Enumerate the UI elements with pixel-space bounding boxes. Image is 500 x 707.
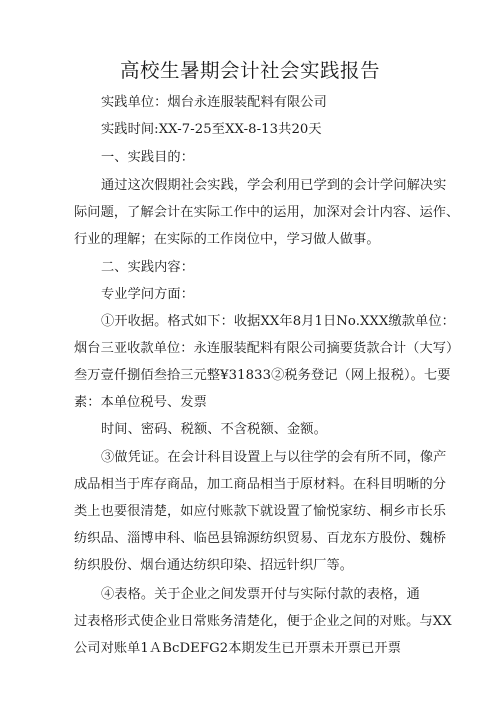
purpose-paragraph-line: 际问题，了解会计在实际工作中的运用，加深对会计内容、运作、 [74, 205, 460, 220]
item1-paragraph-line: 烟台三亚收款单位：永连服装配料有限公司摘要货款合计（大写） [74, 341, 460, 356]
item4-paragraph-line: 公司对账单1ＡBcDEFG2本期发生已开票未开票已开票 [74, 641, 402, 656]
item1-paragraph-line: ①开收据。格式如下：收据XX年8月1日No.XXX缴款单位： [101, 314, 455, 329]
document-title: 高校生暑期会计社会实践报告 [119, 59, 380, 82]
item3-paragraph-line: 类上也要很清楚，如应付账款下就设置了愉悦家纺、桐乡市长乐 [74, 504, 447, 519]
item4-paragraph-line: 过表格形式使企业日常账务清楚化，便于企业之间的对账。与XX [74, 614, 452, 629]
section-heading-content: 二、实践内容： [101, 260, 195, 275]
subheading-professional-knowledge: 专业学问方面： [101, 287, 195, 302]
section-heading-purpose: 一、实践目的： [101, 150, 195, 165]
item1-paragraph-line: 素：本单位税号、发票 [74, 395, 207, 410]
practice-time-line: 实践时间:XX-7-25至XX-8-13共20天 [101, 122, 322, 137]
item4-paragraph-line: ④表格。关于企业之间发票开付与实际付款的表格，通 [101, 587, 420, 602]
practice-unit-line: 实践单位：烟台永连服装配料有限公司 [101, 95, 327, 110]
purpose-paragraph-line: 行业的理解；在实际的工作岗位中，学习做人做事。 [74, 232, 380, 247]
item3-paragraph-line: 成品相当于库存商品，加工商品相当于原材料。在科目明晰的分 [74, 477, 447, 492]
item3-paragraph-line: 纺织品、淄博申科、临邑县锦源纺织贸易、百龙东方股份、魏桥 [74, 531, 447, 546]
item3-paragraph-line: 纺织股份、烟台通达纺织印染、招远针织厂等。 [74, 558, 354, 573]
item1-paragraph-line: 叁万壹仟捌佰叁拾三元整¥31833②税务登记（网上报税）。七要 [74, 368, 451, 383]
item3-paragraph-line: ③做凭证。在会计科目设置上与以往学的会有所不同，像产 [101, 450, 447, 465]
purpose-paragraph-line: 通过这次假期社会实践，学会利用已学到的会计学问解决实 [101, 178, 447, 193]
item1-continuation-line: 时间、密码、税额、不含税额、金额。 [101, 422, 327, 437]
